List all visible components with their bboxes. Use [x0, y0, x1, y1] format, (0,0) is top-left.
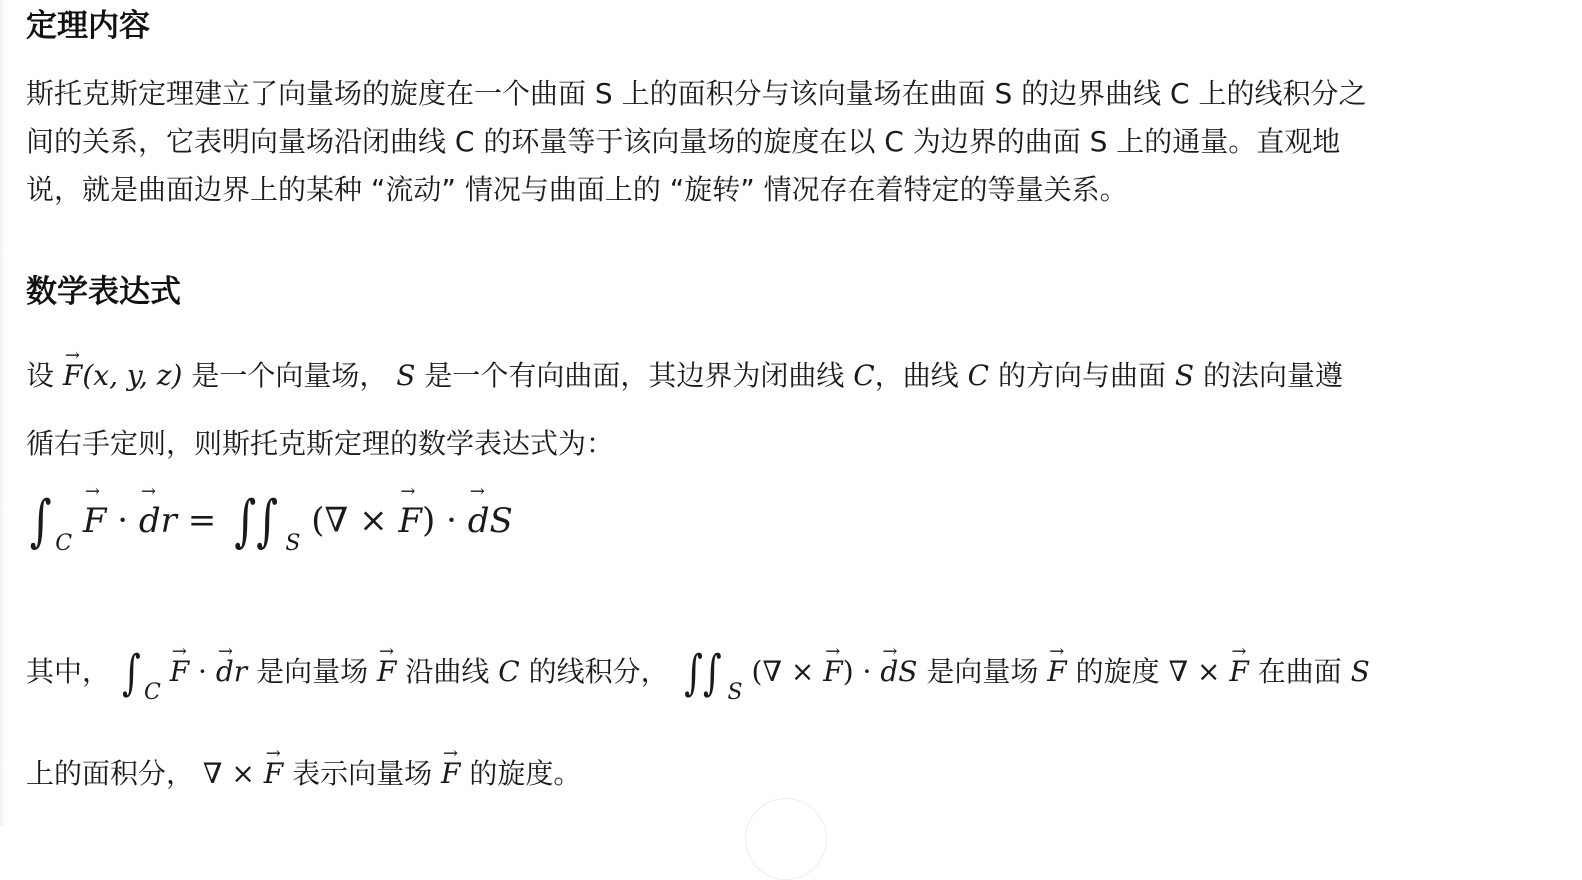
explain-F-3: → F	[823, 648, 842, 696]
explain-dS: → dS	[880, 648, 917, 696]
eq-dS: → dS	[468, 501, 513, 541]
formula-heading: 数学表达式	[26, 274, 181, 310]
symbol-C-2: C	[967, 359, 990, 392]
explain-sub-C: C	[143, 680, 161, 705]
symbol-S: S	[396, 359, 416, 392]
theorem-line-1: 斯托克斯定理建立了向量场的旋度在一个曲面 S 上的面积分与该向量场在曲面 S 的边界曲线 C 上的线积分之	[26, 77, 1367, 110]
integral-sub-C: C	[55, 530, 73, 556]
intro-text-2: 是一个向量场，	[191, 359, 388, 392]
eq-equals: =	[187, 500, 217, 541]
eq-curl-close: )	[421, 500, 436, 541]
explain-prefix: 其中，	[26, 655, 111, 688]
intro-line-2: 循右手定则，则斯托克斯定理的数学表达式为：	[26, 427, 615, 460]
explain-text-2: 沿曲线	[405, 655, 490, 688]
eq-curl-open: (∇ ×	[311, 500, 399, 541]
surface-integral-sign: ∫∫	[234, 489, 279, 554]
explain-line-2	[26, 750, 581, 798]
explain-text-8: 表示向量场	[292, 757, 433, 790]
explain-nabla-1: ∇ ×	[1168, 655, 1221, 688]
explain-text-3: 的线积分，	[528, 655, 669, 688]
explain-C: C	[498, 655, 520, 688]
eq-dr: → dr	[139, 501, 177, 541]
explain-text-9: 的旋度。	[469, 757, 582, 790]
explain-dr: → dr	[216, 648, 247, 696]
explain-dot-1: ·	[198, 655, 207, 688]
intro-text-1: 设	[26, 359, 55, 392]
explain-F-1: → F	[170, 648, 189, 696]
theorem-heading: 定理内容	[26, 8, 150, 44]
explain-sub-S: S	[727, 680, 743, 705]
F-args: (x, y, z)	[82, 359, 183, 392]
symbol-S-2: S	[1174, 359, 1195, 392]
eq-dot-2: ·	[446, 500, 457, 541]
explain-F-7: → F	[441, 750, 460, 798]
intro-text-5: 的方向与曲面	[998, 359, 1167, 392]
explain-line-1	[26, 645, 1370, 705]
line-integral-sign: ∫	[29, 489, 52, 554]
theorem-paragraph	[26, 70, 1556, 214]
explain-text-4: 是向量场	[926, 655, 1039, 688]
eq-vector-F: → F	[83, 501, 107, 541]
explain-curl-close: )	[842, 655, 854, 688]
left-edge-shadow	[0, 0, 6, 826]
intro-text-6: 的法向量遵	[1203, 359, 1344, 392]
explain-curl-open: (∇ ×	[751, 655, 824, 688]
theorem-line-3: 说，就是曲面边界上的某种 “流动” 情况与曲面上的 “旋转” 情况存在着特定的等量关系。	[26, 173, 1128, 206]
explain-F-6: → F	[264, 750, 283, 798]
vector-F: → F	[63, 352, 82, 400]
intro-line-1	[26, 352, 1343, 400]
eq-dot: ·	[117, 500, 129, 541]
explain-text-5: 的旋度	[1075, 655, 1160, 688]
intro-text-3: 是一个有向曲面，其边界为闭曲线	[424, 359, 845, 392]
explain-line-integral: ∫	[122, 645, 141, 701]
floating-circle-button[interactable]	[745, 798, 827, 880]
explain-dot-2: ·	[862, 655, 872, 688]
integral-sub-S: S	[285, 530, 301, 556]
explain-text-6: 在曲面	[1257, 655, 1342, 688]
explain-surface-integral: ∫∫	[683, 645, 722, 701]
intro-text-4: ，曲线	[874, 359, 959, 392]
explain-text-1: 是向量场	[256, 655, 369, 688]
explain-F-4: → F	[1047, 648, 1066, 696]
symbol-C: C	[853, 359, 875, 392]
explain-F-2: → F	[377, 648, 396, 696]
stokes-equation	[26, 489, 513, 556]
explain-F-5: → F	[1229, 648, 1248, 696]
eq-curl-F: → F	[398, 501, 422, 541]
explain-nabla-2: ∇ ×	[202, 757, 255, 790]
theorem-line-2: 间的关系，它表明向量场沿闭曲线 C 的环量等于该向量场的旋度在以 C 为边界的曲面 S 上的通量。直观地	[26, 125, 1341, 158]
explain-S: S	[1350, 655, 1370, 688]
explain-text-7: 上的面积分，	[26, 757, 195, 790]
